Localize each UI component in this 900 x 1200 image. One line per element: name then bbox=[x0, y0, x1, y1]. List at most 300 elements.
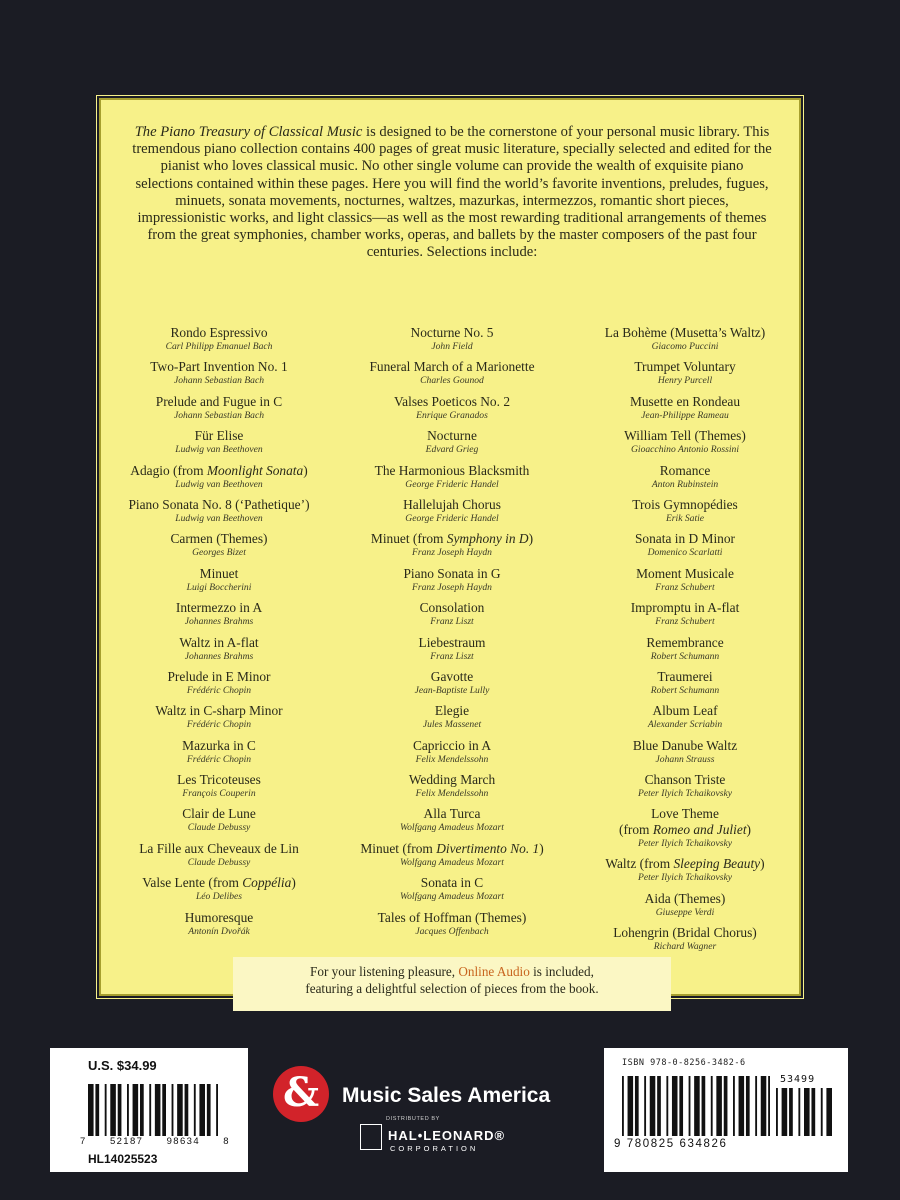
selection-item bbox=[334, 875, 570, 909]
barcode-bar bbox=[216, 1084, 218, 1136]
selection-title bbox=[101, 497, 337, 513]
isbn-number: ISBN 978-0-8256-3482-6 bbox=[622, 1058, 746, 1068]
selection-title bbox=[334, 359, 570, 375]
selection-title-text: Funeral March of a Marionette bbox=[369, 359, 535, 375]
selection-composer: Felix Mendelssohn bbox=[415, 788, 489, 800]
selection-title bbox=[334, 703, 570, 719]
barcode-bar bbox=[162, 1084, 166, 1136]
selection-composer: Wolfgang Amadeus Mozart bbox=[400, 856, 504, 868]
upc-barcode bbox=[88, 1084, 218, 1136]
selection-item bbox=[567, 703, 803, 737]
selection-title-text: Consolation bbox=[419, 600, 485, 616]
selection-title-text: Wedding March bbox=[408, 772, 496, 788]
selection-title-text: Two-Part Invention No. 1 bbox=[150, 359, 288, 375]
selection-title bbox=[567, 669, 803, 685]
selection-title bbox=[334, 841, 570, 857]
selection-composer: Wolfgang Amadeus Mozart bbox=[400, 891, 504, 903]
barcode-bar bbox=[110, 1084, 116, 1136]
selection-item bbox=[101, 566, 337, 600]
selection-title-text: William Tell (Themes) bbox=[624, 428, 746, 444]
selection-composer: Frédéric Chopin bbox=[186, 719, 252, 731]
selection-title bbox=[101, 635, 337, 651]
selection-title-text: Valses Poeticos No. 2 bbox=[393, 393, 511, 409]
selection-title bbox=[101, 669, 337, 685]
selection-title-text: ) bbox=[760, 856, 765, 872]
selection-composer: Frédéric Chopin bbox=[186, 753, 252, 765]
selection-title bbox=[101, 600, 337, 616]
selection-item bbox=[567, 669, 803, 703]
product-code: HL14025523 bbox=[88, 1152, 158, 1166]
selection-title-text: Remembrance bbox=[646, 634, 724, 650]
price-label bbox=[50, 1048, 248, 1172]
selection-title bbox=[567, 497, 803, 513]
selection-title-text: Alla Turca bbox=[423, 806, 481, 822]
selection-title-text: Blue Danube Waltz bbox=[632, 737, 738, 753]
selection-item bbox=[101, 600, 337, 634]
selection-title bbox=[567, 566, 803, 582]
barcode-bar bbox=[702, 1076, 706, 1136]
price: U.S. $34.99 bbox=[88, 1058, 157, 1073]
price-addon-number: 53499 bbox=[780, 1074, 816, 1085]
isbn-label bbox=[604, 1048, 848, 1172]
barcode-bar bbox=[650, 1076, 656, 1136]
selection-title-text: Für Elise bbox=[194, 428, 244, 444]
barcode-bar bbox=[755, 1076, 757, 1136]
selection-item bbox=[334, 463, 570, 497]
selection-item bbox=[334, 635, 570, 669]
selection-title-text: ) bbox=[746, 822, 752, 838]
upc-digits bbox=[80, 1136, 230, 1147]
selection-composer: Peter Ilyich Tchaikovsky bbox=[638, 788, 732, 800]
selection-item bbox=[334, 772, 570, 806]
selection-composer: Ludwig van Beethoven bbox=[175, 478, 263, 490]
selection-title bbox=[334, 635, 570, 651]
selection-title bbox=[334, 566, 570, 582]
selection-title bbox=[334, 910, 570, 926]
barcode-bar bbox=[746, 1076, 750, 1136]
selection-title-text: Album Leaf bbox=[652, 703, 718, 719]
selection-item bbox=[567, 428, 803, 462]
selection-title bbox=[334, 428, 570, 444]
selection-item bbox=[101, 428, 337, 462]
barcode-bar bbox=[811, 1088, 815, 1136]
selection-title-text: Elegie bbox=[434, 703, 470, 719]
selection-composer: Johannes Brahms bbox=[184, 650, 254, 662]
selection-item bbox=[567, 394, 803, 428]
selection-item bbox=[567, 635, 803, 669]
upc-digit-group: 7 bbox=[80, 1136, 87, 1147]
selection-title bbox=[567, 394, 803, 410]
selection-title-text: Les Tricoteuses bbox=[177, 772, 261, 788]
selection-title-text: Traumerei bbox=[657, 668, 713, 684]
selection-composer: Frédéric Chopin bbox=[186, 684, 252, 696]
selection-composer: Johann Sebastian Bach bbox=[173, 409, 265, 421]
selection-title-text: Liebestraum bbox=[418, 634, 486, 650]
selection-item bbox=[567, 359, 803, 393]
selection-item bbox=[334, 806, 570, 840]
selection-composer: Jean-Baptiste Lully bbox=[414, 684, 490, 696]
selection-composer: Johann Strauss bbox=[655, 753, 715, 765]
selection-item bbox=[567, 497, 803, 531]
selection-composer: Johannes Brahms bbox=[184, 616, 254, 628]
distributor-name: HAL•LEONARD® bbox=[388, 1128, 506, 1143]
barcode-bar bbox=[118, 1084, 122, 1136]
barcode-bar bbox=[761, 1076, 767, 1136]
barcode-bar bbox=[776, 1088, 778, 1136]
selection-title-text: Prelude in E Minor bbox=[167, 668, 271, 684]
audio-note-text: is included, bbox=[529, 964, 594, 979]
selection-item bbox=[101, 325, 337, 359]
barcode-bar bbox=[716, 1076, 722, 1136]
selection-item bbox=[567, 325, 803, 359]
barcode-bar bbox=[733, 1076, 735, 1136]
upc-digit-group: 52187 bbox=[109, 1136, 144, 1147]
selection-title bbox=[567, 856, 803, 872]
selection-title-text: Minuet bbox=[199, 565, 239, 581]
selection-composer: Peter Ilyich Tchaikovsky bbox=[638, 838, 732, 850]
selection-title bbox=[567, 806, 803, 822]
selection-composer: Richard Wagner bbox=[653, 941, 717, 953]
selection-composer: Robert Schumann bbox=[650, 684, 720, 696]
audio-note-text: featuring a delightful selection of pieces from the book. bbox=[305, 981, 599, 996]
selection-item bbox=[101, 463, 337, 497]
selection-composer: Franz Schubert bbox=[655, 616, 715, 628]
intro-text: is designed to be the cornerstone of your personal music library. This tremendous piano collection contains 400 pages of great music literature, specially selected and edited for the pianist who loves classical music. No other single volume can provide the wealth of exquisite piano selections contained within these pages. Here you will find the world’s favorite inventions, preludes, fugues, minuets, sonata movements, nocturnes, waltzes, mazurkas, intermezzos, romantic short pieces, impressionistic works, and light classics—as well as the most rewarding traditional arrangements of themes from the great symphonies, chamber works, operas, and ballets by the master composers of the past four centuries. Selections include: bbox=[132, 124, 772, 261]
selection-composer: Franz Liszt bbox=[430, 616, 474, 628]
selection-item bbox=[334, 600, 570, 634]
selection-title bbox=[567, 891, 803, 907]
barcode-bar bbox=[689, 1076, 691, 1136]
selection-title-text: Sonata in D Minor bbox=[634, 531, 736, 547]
selection-title-italic: Moonlight Sonata bbox=[206, 462, 304, 478]
selection-item bbox=[334, 738, 570, 772]
selection-title-text: ) bbox=[528, 531, 534, 547]
selection-title-text: Waltz in C-sharp Minor bbox=[155, 703, 283, 719]
selection-title-text: Sonata in C bbox=[420, 875, 484, 891]
selection-composer: Jacques Offenbach bbox=[415, 925, 489, 937]
selection-title bbox=[101, 703, 337, 719]
online-audio-link[interactable]: Online Audio bbox=[458, 964, 530, 979]
barcode-bar bbox=[672, 1076, 678, 1136]
selection-item bbox=[101, 841, 337, 875]
selection-title bbox=[567, 359, 803, 375]
selection-title-text: Waltz in A-flat bbox=[179, 634, 259, 650]
selection-item bbox=[334, 669, 570, 703]
publisher-name: Music Sales America bbox=[342, 1084, 551, 1107]
selection-title-text: Adagio (from bbox=[130, 462, 207, 478]
selection-title-text: Carmen (Themes) bbox=[170, 531, 268, 547]
barcode-bar bbox=[133, 1084, 139, 1136]
selection-item bbox=[101, 497, 337, 531]
selection-title bbox=[334, 531, 570, 547]
selection-item bbox=[101, 703, 337, 737]
barcode-bar bbox=[199, 1084, 205, 1136]
selection-composer: Jean-Philippe Rameau bbox=[641, 409, 729, 421]
selection-title-text: Piano Sonata No. 8 (‘Pathetique’) bbox=[128, 496, 310, 512]
selection-title-text: Aida (Themes) bbox=[644, 890, 726, 906]
selection-title bbox=[334, 875, 570, 891]
selection-title-text: Minuet (from bbox=[370, 531, 447, 547]
selection-title-text: Trumpet Voluntary bbox=[634, 359, 736, 375]
selection-title-italic: Divertimento No. 1 bbox=[436, 840, 540, 856]
selection-composer: Anton Rubinstein bbox=[651, 478, 719, 490]
upc-digit-group: 98634 bbox=[166, 1136, 201, 1147]
barcode-bar bbox=[724, 1076, 728, 1136]
barcode-bar bbox=[172, 1084, 174, 1136]
selection-composer: Antonín Dvořák bbox=[188, 925, 250, 937]
book-title: The Piano Treasury of Classical Music bbox=[134, 124, 363, 140]
selection-title-text: Tales of Hoffman (Themes) bbox=[377, 909, 527, 925]
selection-title bbox=[101, 772, 337, 788]
selection-item bbox=[101, 359, 337, 393]
selection-composer: Gioacchino Antonio Rossini bbox=[630, 444, 739, 456]
barcode-bar bbox=[821, 1088, 823, 1136]
selection-composer: Franz Liszt bbox=[430, 650, 474, 662]
selection-title-text: Trois Gymnopédies bbox=[632, 496, 738, 512]
back-cover-panel bbox=[99, 98, 801, 996]
selection-title-text: Lohengrin (Bridal Chorus) bbox=[613, 925, 757, 941]
selection-composer: Giuseppe Verdi bbox=[655, 906, 715, 918]
selection-composer: George Frideric Handel bbox=[405, 478, 499, 490]
selection-item bbox=[334, 497, 570, 531]
selection-title bbox=[567, 703, 803, 719]
selection-item bbox=[334, 531, 570, 565]
barcode-bar bbox=[666, 1076, 668, 1136]
selection-composer: Georges Bizet bbox=[192, 547, 246, 559]
selection-composer: Ludwig van Beethoven bbox=[175, 512, 263, 524]
audio-note bbox=[201, 963, 703, 997]
selection-title bbox=[567, 772, 803, 788]
selection-title-text: Capriccio in A bbox=[412, 737, 492, 753]
selection-title bbox=[334, 738, 570, 754]
selection-composer: Alexander Scriabin bbox=[647, 719, 723, 731]
barcode-bar bbox=[140, 1084, 144, 1136]
selection-title-text: Piano Sonata in G bbox=[403, 565, 501, 581]
selection-title-text: Clair de Lune bbox=[182, 806, 256, 822]
selection-composer: Léo Delibes bbox=[195, 891, 243, 903]
selection-title bbox=[101, 428, 337, 444]
selection-item bbox=[101, 394, 337, 428]
selection-composer: Henry Purcell bbox=[657, 375, 713, 387]
selection-title-text: Minuet (from bbox=[360, 840, 437, 856]
ean-digits: 9 780825 634826 bbox=[614, 1138, 728, 1150]
hal-leonard-logo-icon bbox=[360, 1124, 382, 1150]
selection-title-text: Hallelujah Chorus bbox=[403, 496, 501, 512]
selection-item bbox=[334, 841, 570, 875]
selection-title bbox=[101, 531, 337, 547]
selection-composer: Carl Philipp Emanuel Bach bbox=[165, 341, 273, 352]
selection-item bbox=[567, 891, 803, 925]
selection-item bbox=[334, 566, 570, 600]
selection-title bbox=[567, 635, 803, 651]
selection-composer: Johann Sebastian Bach bbox=[173, 375, 265, 387]
selection-title bbox=[567, 463, 803, 479]
selection-title-italic: Symphony in D bbox=[446, 531, 529, 547]
selection-title-text: La Bohème (Musetta’s Waltz) bbox=[604, 325, 766, 340]
selection-title-text: Impromptu in A-flat bbox=[630, 600, 740, 616]
selection-title bbox=[101, 841, 337, 857]
selection-composer: Claude Debussy bbox=[187, 856, 251, 868]
selection-item bbox=[567, 463, 803, 497]
selection-title-text: Nocturne No. 5 bbox=[410, 325, 494, 340]
barcode-bar bbox=[798, 1088, 800, 1136]
barcode-bar bbox=[155, 1084, 161, 1136]
selection-title bbox=[101, 359, 337, 375]
selection-composer: Edvard Grieg bbox=[425, 444, 479, 456]
selection-title bbox=[567, 738, 803, 754]
barcode-bar bbox=[177, 1084, 183, 1136]
selection-composer: Franz Schubert bbox=[655, 581, 715, 593]
selection-composer: Franz Joseph Haydn bbox=[412, 581, 492, 593]
selection-item bbox=[567, 856, 803, 890]
selection-composer: Erik Satie bbox=[665, 512, 705, 524]
barcode-bar bbox=[127, 1084, 129, 1136]
selection-composer: Jules Massenet bbox=[422, 719, 482, 731]
distributor-sub: CORPORATION bbox=[390, 1144, 479, 1153]
selection-item bbox=[101, 772, 337, 806]
selection-title-text: Chanson Triste bbox=[644, 772, 726, 788]
selection-title-text: Moment Musicale bbox=[636, 565, 734, 581]
distributed-by: DISTRIBUTED BY bbox=[386, 1116, 440, 1122]
selection-title bbox=[334, 772, 570, 788]
selection-item bbox=[334, 428, 570, 462]
selection-composer: Wolfgang Amadeus Mozart bbox=[400, 822, 504, 834]
selection-title-text: ) bbox=[539, 840, 544, 856]
selection-item bbox=[101, 635, 337, 669]
selection-item bbox=[567, 531, 803, 565]
upc-digit-group: 8 bbox=[223, 1136, 230, 1147]
selection-title-text: Romance bbox=[659, 462, 711, 478]
selection-composer: Robert Schumann bbox=[650, 650, 720, 662]
barcode-bar bbox=[185, 1084, 189, 1136]
selection-title bbox=[567, 925, 803, 941]
selection-title-text: Prelude and Fugue in C bbox=[155, 393, 283, 409]
selection-title bbox=[567, 531, 803, 547]
barcode-bar bbox=[739, 1076, 745, 1136]
selection-title bbox=[101, 394, 337, 410]
selection-title bbox=[334, 600, 570, 616]
selection-title bbox=[334, 806, 570, 822]
selections-column-1 bbox=[101, 325, 337, 944]
selection-title-italic: Romeo and Juliet bbox=[652, 822, 747, 838]
selection-item bbox=[567, 566, 803, 600]
selection-title-text: (from bbox=[618, 822, 653, 838]
selection-item bbox=[334, 703, 570, 737]
selection-item bbox=[101, 875, 337, 909]
selection-item bbox=[101, 669, 337, 703]
selections-column-3 bbox=[567, 325, 803, 960]
selection-item bbox=[101, 910, 337, 944]
selection-title-text: Musette en Rondeau bbox=[629, 393, 741, 409]
selection-composer: Ludwig van Beethoven bbox=[175, 444, 263, 456]
barcode-bar bbox=[207, 1084, 211, 1136]
selection-title bbox=[101, 910, 337, 926]
selection-item bbox=[101, 531, 337, 565]
selections-column-2 bbox=[334, 325, 570, 944]
selection-item bbox=[334, 910, 570, 944]
selection-title bbox=[334, 394, 570, 410]
selection-item bbox=[334, 394, 570, 428]
selection-composer: John Field bbox=[431, 341, 473, 352]
music-sales-logo-icon: & bbox=[273, 1066, 329, 1122]
barcode-bar bbox=[149, 1084, 151, 1136]
selection-item bbox=[101, 806, 337, 840]
selection-title-text: Nocturne bbox=[427, 428, 477, 444]
selection-title-text: Rondo Espressivo bbox=[170, 325, 268, 340]
selection-title bbox=[334, 463, 570, 479]
addon-barcode bbox=[776, 1088, 832, 1136]
isbn-barcode bbox=[622, 1076, 770, 1136]
selection-title-text: La Fille aux Cheveaux de Lin bbox=[139, 840, 299, 856]
barcode-bar bbox=[657, 1076, 661, 1136]
intro-paragraph bbox=[131, 124, 773, 262]
selection-composer: Luigi Boccherini bbox=[186, 581, 252, 593]
selection-composer: Felix Mendelssohn bbox=[415, 753, 489, 765]
selection-composer: François Couperin bbox=[182, 788, 256, 800]
selection-item bbox=[567, 925, 803, 959]
selection-composer: Charles Gounod bbox=[420, 375, 484, 387]
barcode-bar bbox=[679, 1076, 683, 1136]
barcode-bar bbox=[694, 1076, 700, 1136]
selection-title bbox=[101, 806, 337, 822]
selection-composer: Peter Ilyich Tchaikovsky bbox=[638, 872, 732, 884]
barcode-bar bbox=[88, 1084, 94, 1136]
selection-title-text: Humoresque bbox=[184, 909, 254, 925]
selection-title bbox=[334, 669, 570, 685]
selection-title-text: Waltz (from bbox=[605, 856, 674, 872]
selection-title-text: Gavotte bbox=[430, 668, 474, 684]
selection-title-text: Love Theme bbox=[651, 806, 719, 822]
barcode-bar bbox=[622, 1076, 624, 1136]
selection-composer: Giacomo Puccini bbox=[651, 341, 719, 352]
selection-composer: George Frideric Handel bbox=[405, 512, 499, 524]
selection-composer: Franz Joseph Haydn bbox=[412, 547, 492, 559]
selection-title bbox=[567, 822, 803, 838]
barcode-bar bbox=[768, 1076, 770, 1136]
selection-composer: Enrique Granados bbox=[416, 409, 488, 421]
barcode-bar bbox=[635, 1076, 639, 1136]
selection-item bbox=[567, 806, 803, 856]
selection-item bbox=[334, 325, 570, 359]
selection-title-text: ) bbox=[291, 875, 296, 891]
selection-title bbox=[567, 428, 803, 444]
selection-title-text: The Harmonious Blacksmith bbox=[374, 462, 530, 478]
barcode-bar bbox=[628, 1076, 634, 1136]
selection-title bbox=[567, 325, 803, 341]
selection-item bbox=[567, 738, 803, 772]
selection-title bbox=[101, 566, 337, 582]
barcode-bar bbox=[194, 1084, 196, 1136]
selection-title bbox=[101, 875, 337, 891]
selection-title-text: Mazurka in C bbox=[182, 737, 256, 753]
selection-title-italic: Coppélia bbox=[242, 875, 292, 891]
selection-title bbox=[334, 325, 570, 341]
selection-title-text: ) bbox=[303, 462, 308, 478]
selection-item bbox=[101, 738, 337, 772]
barcode-bar bbox=[782, 1088, 788, 1136]
selection-title-text: Intermezzo in A bbox=[175, 600, 263, 616]
barcode-bar bbox=[105, 1084, 107, 1136]
selection-title bbox=[101, 325, 337, 341]
barcode-bar bbox=[644, 1076, 646, 1136]
selection-composer: Claude Debussy bbox=[187, 822, 251, 834]
selection-title bbox=[101, 463, 337, 479]
barcode-bar bbox=[95, 1084, 99, 1136]
barcode-bar bbox=[711, 1076, 713, 1136]
selection-composer: Domenico Scarlatti bbox=[647, 547, 723, 559]
barcode-bar bbox=[789, 1088, 793, 1136]
selection-item bbox=[334, 359, 570, 393]
